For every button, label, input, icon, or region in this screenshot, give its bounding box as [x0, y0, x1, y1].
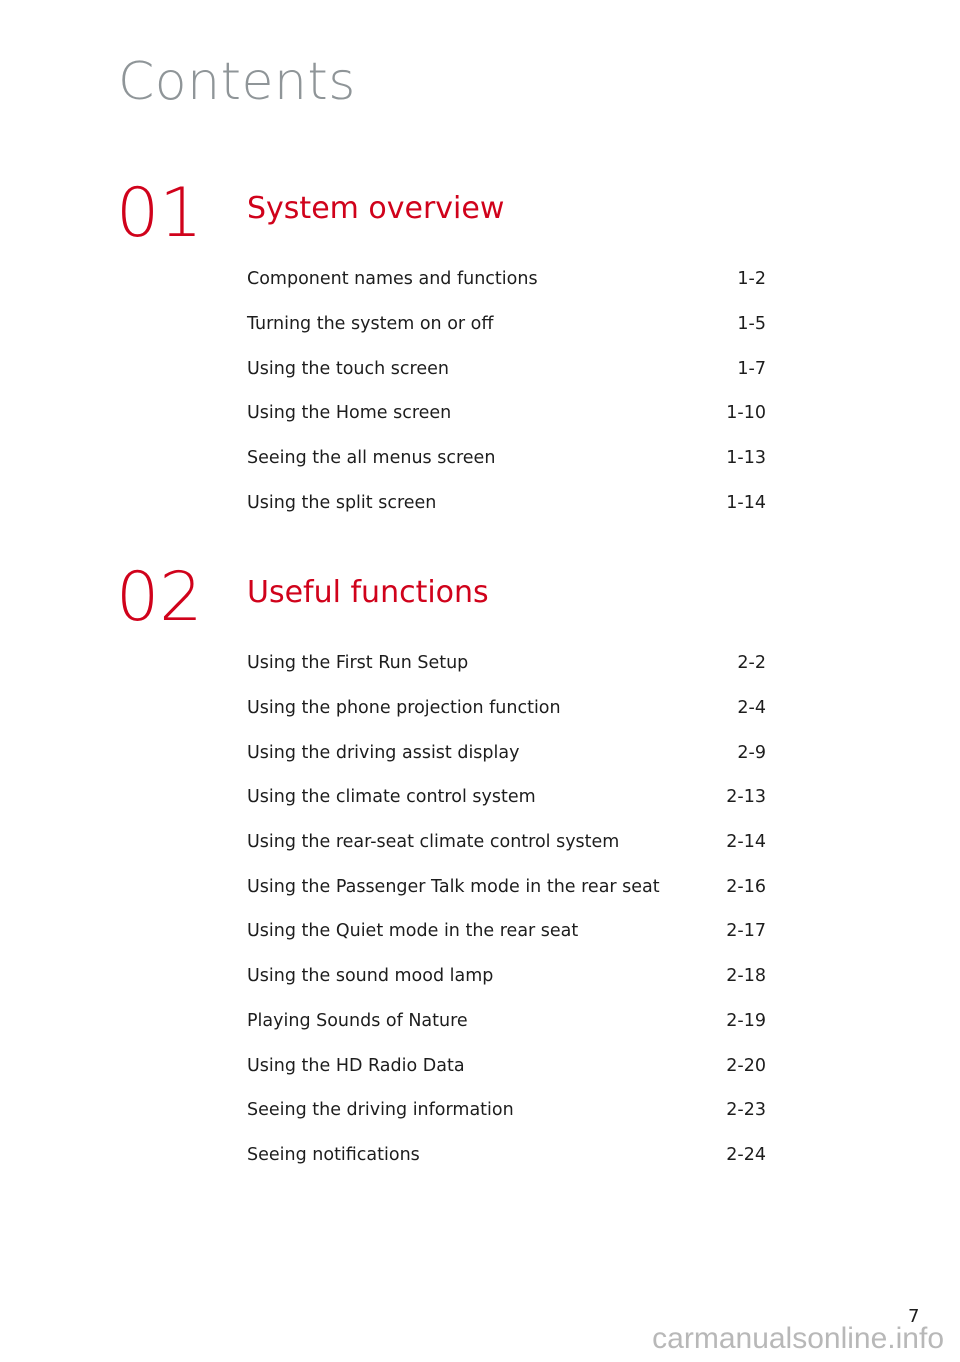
toc-entry-page: 2-4 [737, 698, 766, 719]
toc-entry-label: Using the phone projection function [247, 698, 561, 719]
toc-entry-page: 2-9 [737, 742, 766, 763]
toc-entry-page: 1-2 [737, 269, 766, 290]
toc-entry[interactable] [247, 1088, 766, 1133]
toc-entry-page: 2-2 [737, 653, 766, 674]
toc-entry-page: 2-16 [726, 876, 766, 897]
toc-entry-label: Using the sound mood lamp [247, 966, 494, 987]
toc-entry[interactable] [247, 730, 766, 775]
toc-entry-page: 2-20 [726, 1055, 766, 1076]
toc-entry[interactable] [247, 954, 766, 999]
toc-entry-label: Using the First Run Setup [247, 653, 469, 674]
toc-entry-page: 2-24 [726, 1144, 766, 1165]
toc-entry-label: Using the touch screen [247, 358, 449, 379]
page-number: 7 [908, 1306, 920, 1327]
toc-entry[interactable] [247, 775, 766, 820]
toc-entry-page: 2-18 [726, 966, 766, 987]
toc-entry[interactable] [247, 641, 766, 686]
toc-entry-label: Using the split screen [247, 492, 437, 513]
toc-entry[interactable] [247, 257, 766, 302]
toc-entry-label: Using the Passenger Talk mode in the rear seat [247, 876, 660, 897]
toc-entry[interactable] [247, 391, 766, 436]
toc-entry-page: 1-7 [737, 358, 766, 379]
toc-list [247, 257, 766, 525]
toc-entry-label: Using the Home screen [247, 403, 452, 424]
toc-entry[interactable] [247, 346, 766, 391]
toc-entry-label: Using the climate control system [247, 787, 536, 808]
toc-entry-label: Component names and functions [247, 269, 538, 290]
toc-entry-label: Seeing notifications [247, 1144, 420, 1165]
toc-entry[interactable] [247, 436, 766, 481]
toc-entry-page: 2-14 [726, 832, 766, 853]
page-title: Contents [118, 52, 356, 112]
toc-entry[interactable] [247, 686, 766, 731]
chapter-title: System overview [247, 191, 505, 226]
toc-entry[interactable] [247, 820, 766, 865]
toc-entry-label: Using the driving assist display [247, 742, 520, 763]
toc-list [247, 641, 766, 1177]
toc-entry-label: Playing Sounds of Nature [247, 1010, 468, 1031]
toc-entry-label: Seeing the all menus screen [247, 448, 496, 469]
toc-entry[interactable] [247, 909, 766, 954]
toc-entry-label: Using the Quiet mode in the rear seat [247, 921, 579, 942]
chapter-title: Useful functions [247, 575, 489, 610]
toc-entry[interactable] [247, 1133, 766, 1178]
toc-entry[interactable] [247, 480, 766, 525]
toc-entry[interactable] [247, 864, 766, 909]
toc-entry-page: 1-14 [726, 492, 766, 513]
toc-entry-page: 1-5 [737, 314, 766, 335]
toc-entry-page: 2-13 [726, 787, 766, 808]
chapter-number: 01 [116, 174, 203, 253]
toc-entry[interactable] [247, 999, 766, 1044]
toc-entry-page: 2-17 [726, 921, 766, 942]
watermark: carmanualsonline.info [652, 1322, 944, 1355]
toc-entry-page: 2-19 [726, 1010, 766, 1031]
toc-entry-label: Seeing the driving information [247, 1100, 514, 1121]
toc-entry-page: 1-10 [726, 403, 766, 424]
toc-entry-label: Turning the system on or off [247, 314, 494, 335]
toc-entry-label: Using the HD Radio Data [247, 1055, 465, 1076]
toc-entry-page: 1-13 [726, 448, 766, 469]
toc-entry[interactable] [247, 302, 766, 347]
toc-entry-label: Using the rear-seat climate control system [247, 832, 620, 853]
toc-entry[interactable] [247, 1043, 766, 1088]
toc-entry-page: 2-23 [726, 1100, 766, 1121]
chapter-number: 02 [116, 558, 203, 637]
